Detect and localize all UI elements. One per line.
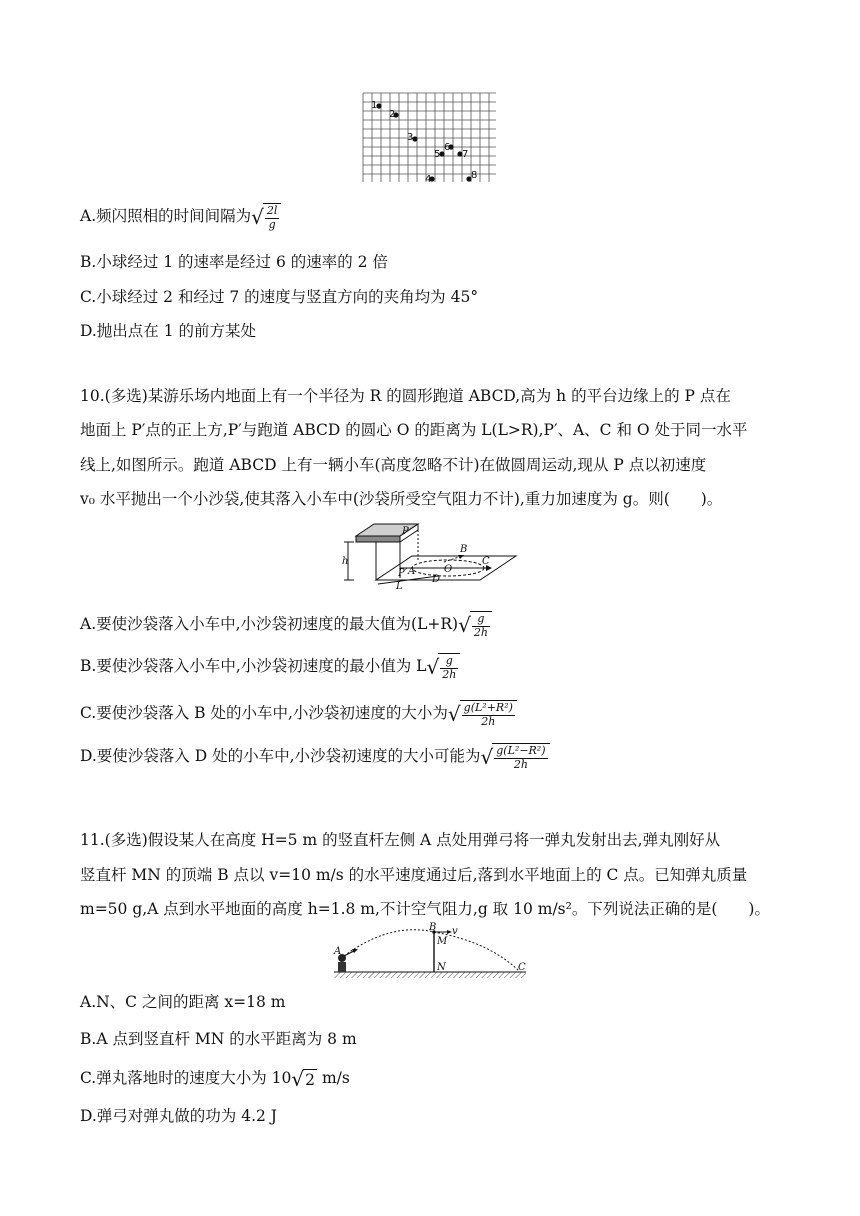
q10-stem-line-2: 地面上 P′点的正上方,P′与跑道 ABCD 的圆心 O 的距离为 L(L>R),P′、A、C 和 O 处于同一水平 [80, 421, 748, 439]
q9-option-d: D.抛出点在 1 的前方某处 [80, 322, 257, 340]
q11-option-a: A.N、C 之间的距离 x=18 m [80, 993, 286, 1011]
label-h: h [342, 556, 349, 567]
grid-label-2: 2 [389, 109, 396, 120]
track-figure [340, 518, 520, 590]
grid-label-7: 7 [462, 149, 469, 160]
q11-option-b: B.A 点到竖直杆 MN 的水平距离为 8 m [80, 1030, 357, 1048]
label-n: N [437, 962, 446, 973]
q11-stem-line-2: 竖直杆 MN 的顶端 B 点以 v=10 m/s 的水平速度通过后,落到水平地面上的 C 点。已知弹丸质量 [80, 866, 748, 884]
q9-option-b: B.小球经过 1 的速率是经过 6 的速率的 2 倍 [80, 253, 388, 271]
q11-option-c: C.弹丸落地时的速度大小为 10 √ 2 m/s [80, 1067, 350, 1091]
q10-option-c: C.要使沙袋落入 B 处的小车中,小沙袋初速度的大小为 √ $\frac{\text{g(L²+R²)}}{2h}$ [80, 700, 517, 728]
q10-stem-line-4: v₀ 水平抛出一个小沙袋,使其落入小车中(沙袋所受空气阻力不计),重力加速度为 g。则( )。 [80, 490, 723, 508]
q10-stem-line-1: 10.(多选)某游乐场内地面上有一个半径为 R 的圆形跑道 ABCD,高为 h 的平台边缘上的 P 点在 [80, 387, 731, 405]
label-p-prime: P′ [398, 568, 407, 579]
label-b: B [460, 544, 468, 555]
grid-label-1: 1 [371, 100, 378, 111]
q11-option-d: D.弹弓对弹丸做的功为 4.2 J [80, 1107, 278, 1125]
label-b: B [429, 922, 437, 933]
grid-figure [362, 92, 498, 184]
q10-option-d: D.要使沙袋落入 D 处的小车中,小沙袋初速度的大小可能为 √ $\frac{\text{g(L²−R²)}}{2h}$ [80, 743, 550, 771]
sqrt-expression: √ 2 [291, 1067, 316, 1091]
label-a: A [334, 946, 342, 957]
grid-label-8: 8 [471, 170, 478, 181]
sqrt-expression: √ $\frac{g}{2h}$ [458, 611, 492, 639]
q9-option-c: C.小球经过 2 和经过 7 的速度与竖直方向的夹角均为 45° [80, 288, 479, 306]
q11-stem-line-3: m=50 g,A 点到水平地面的高度 h=1.8 m,不计空气阻力,g 取 10 m/s²。下列说法正确的是( )。 [80, 900, 770, 918]
grid-label-6: 6 [444, 142, 451, 153]
slingshot-figure [330, 920, 530, 982]
label-p: P [402, 526, 409, 537]
label-c: C [482, 556, 490, 567]
label-l: L [396, 581, 403, 590]
label-m: M [437, 936, 448, 947]
sqrt-expression: √ $\frac{\text{g(L²+R²)}}{2h}$ [448, 700, 517, 728]
q11-stem-line-1: 11.(多选)假设某人在高度 H=5 m 的竖直杆左侧 A 点处用弹弓将一弹丸发射出去,弹丸刚好从 [80, 831, 721, 849]
sqrt-expression: √ $\frac{\text{g(L²−R²)}}{2h}$ [481, 743, 550, 771]
grid-label-3: 3 [407, 132, 414, 143]
label-a: A [408, 566, 416, 577]
grid-label-4: 4 [425, 174, 432, 184]
q10-stem-line-3: 线上,如图所示。跑道 ABCD 上有一辆小车(高度忽略不计)在做圆周运动,现从 P 点以初速度 [80, 456, 707, 474]
label-c: C [518, 962, 526, 973]
sqrt-expression: √ $\frac{g}{2h}$ [426, 653, 460, 681]
q9-option-a: A.频闪照相的时间间隔为 √ $\frac{2l}{g}$ [80, 203, 281, 231]
label-o: O [444, 564, 453, 575]
grid-label-5: 5 [434, 149, 441, 160]
label-v: v [452, 926, 458, 937]
q10-option-a: A.要使沙袋落入小车中,小沙袋初速度的最大值为(L+R) √ $\frac{g}{2h}$ [80, 611, 492, 639]
sqrt-expression: √ $\frac{2l}{g}$ [251, 203, 281, 231]
label-d: D [432, 574, 441, 585]
q10-option-b: B.要使沙袋落入小车中,小沙袋初速度的最小值为 L √ $\frac{g}{2h}$ [80, 653, 460, 681]
